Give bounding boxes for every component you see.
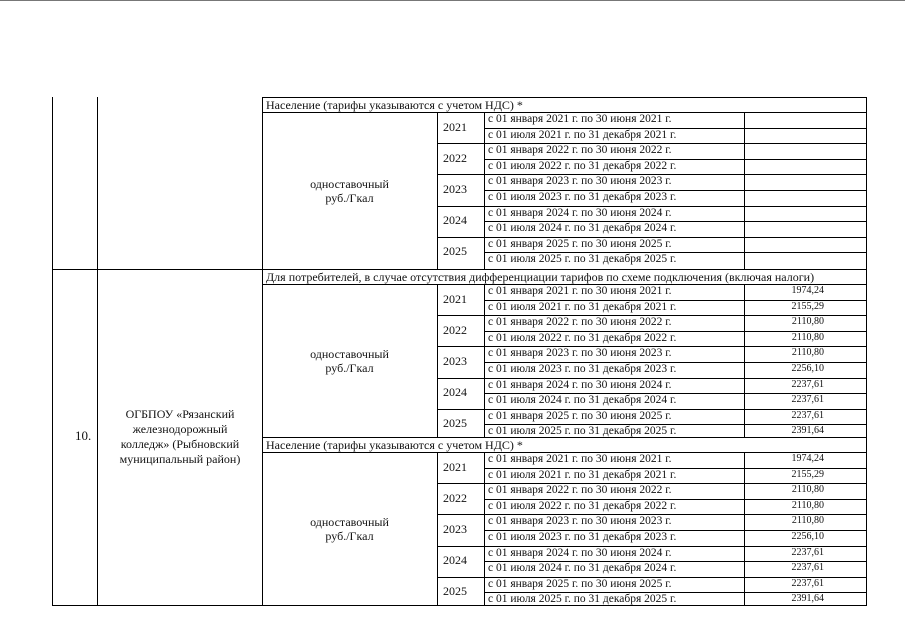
period-label: с 01 января 2022 г. по 30 июня 2022 г. [488, 316, 672, 329]
period-label: с 01 июля 2025 г. по 31 декабря 2025 г. [488, 593, 677, 606]
year-label: 2025 [443, 584, 467, 599]
period-label: с 01 июля 2021 г. по 31 декабря 2021 г. [488, 300, 677, 313]
period-label: с 01 июля 2024 г. по 31 декабря 2024 г. [488, 562, 677, 575]
period-label: с 01 января 2021 г. по 30 июня 2021 г. [488, 113, 672, 125]
section-header: Население (тарифы указываются с учетом НДС) * [266, 98, 523, 112]
tariff-value: 2110,80 [791, 316, 824, 328]
page-top-edge [0, 0, 905, 1]
tariff-value: 2237,61 [791, 409, 824, 421]
table-border-bottom [52, 605, 867, 606]
table-border-left [52, 97, 53, 605]
column-divider [484, 284, 485, 437]
column-divider [97, 97, 98, 605]
tariff-type: одноставочный [310, 346, 389, 361]
period-label: с 01 июля 2021 г. по 31 декабря 2021 г. [488, 128, 677, 141]
period-label: с 01 января 2023 г. по 30 июня 2023 г. [488, 347, 672, 360]
tariff-value: 2391,64 [791, 593, 824, 605]
tariff-value: 2110,80 [791, 331, 824, 343]
section-header: Для потребителей, в случае отсутствия дифференциации тарифов по схеме подключения (включая налоги) [266, 270, 815, 284]
period-label: с 01 января 2025 г. по 30 июня 2025 г. [488, 577, 672, 590]
period-label: с 01 января 2024 г. по 30 июня 2024 г. [488, 546, 672, 559]
period-label: с 01 января 2023 г. по 30 июня 2023 г. [488, 515, 672, 528]
period-label: с 01 января 2025 г. по 30 июня 2025 г. [488, 409, 672, 422]
period-label: с 01 июля 2022 г. по 31 декабря 2022 г. [488, 331, 677, 344]
organization-name: ОГБПОУ «Рязанский железнодорожный колледж» (Рыбновский муниципальный район) [119, 407, 241, 466]
year-label: 2022 [443, 322, 467, 337]
tariff-table [52, 97, 866, 605]
column-divider [484, 452, 485, 605]
tariff-value: 2237,61 [791, 378, 824, 390]
row-number: 10. [75, 428, 92, 443]
period-label: с 01 июля 2023 г. по 31 декабря 2023 г. [488, 531, 677, 543]
tariff-value: 2237,61 [791, 562, 824, 574]
period-label: с 01 июля 2024 г. по 31 декабря 2024 г. [488, 222, 677, 235]
period-label: с 01 июля 2025 г. по 31 декабря 2025 г. [488, 425, 677, 438]
tariff-value: 2110,80 [791, 347, 824, 359]
column-divider [437, 112, 438, 269]
section-header: Население (тарифы указываются с учетом НДС) * [266, 438, 523, 452]
tariff-unit: руб./Гкал [325, 360, 374, 375]
tariff-value: 2256,10 [791, 363, 824, 374]
year-label: 2025 [443, 244, 467, 259]
tariff-value: 1974,24 [791, 285, 824, 296]
tariff-value: 2110,80 [791, 499, 824, 511]
year-label: 2024 [443, 213, 467, 228]
tariff-value: 1974,24 [791, 453, 824, 464]
year-label: 2022 [443, 490, 467, 505]
year-label: 2021 [443, 459, 467, 474]
period-label: с 01 января 2021 г. по 30 июня 2021 г. [488, 453, 672, 465]
year-label: 2023 [443, 182, 467, 196]
year-label: 2023 [443, 354, 467, 368]
period-label: с 01 января 2024 г. по 30 июня 2024 г. [488, 378, 672, 391]
tariff-type: одноставочный [310, 514, 389, 529]
period-label: с 01 июля 2024 г. по 31 декабря 2024 г. [488, 394, 677, 407]
column-divider [437, 452, 438, 605]
period-label: с 01 июля 2023 г. по 31 декабря 2023 г. [488, 363, 677, 375]
period-label: с 01 июля 2025 г. по 31 декабря 2025 г. [488, 253, 677, 266]
period-label: с 01 июля 2021 г. по 31 декабря 2021 г. [488, 468, 677, 481]
period-label: с 01 июля 2023 г. по 31 декабря 2023 г. [488, 191, 677, 203]
period-label: с 01 января 2024 г. по 30 июня 2024 г. [488, 206, 672, 219]
tariff-value: 2110,80 [791, 515, 824, 527]
tariff-value: 2155,29 [791, 468, 824, 480]
tariff-value: 2110,80 [791, 484, 824, 496]
year-label: 2022 [443, 150, 467, 165]
year-label: 2024 [443, 553, 467, 568]
tariff-type: одноставочный [310, 176, 389, 191]
period-label: с 01 января 2021 г. по 30 июня 2021 г. [488, 285, 672, 297]
tariff-value: 2155,29 [791, 300, 824, 312]
tariff-value: 2237,61 [791, 394, 824, 406]
tariff-value: 2391,64 [791, 425, 824, 437]
year-label: 2021 [443, 291, 467, 306]
year-label: 2023 [443, 522, 467, 536]
tariff-unit: руб./Гкал [325, 190, 374, 205]
tariff-value: 2256,10 [791, 531, 824, 542]
period-label: с 01 января 2023 г. по 30 июня 2023 г. [488, 175, 672, 188]
period-label: с 01 июля 2022 г. по 31 декабря 2022 г. [488, 159, 677, 172]
tariff-value: 2237,61 [791, 577, 824, 589]
tariff-value: 2237,61 [791, 546, 824, 558]
year-label: 2021 [443, 119, 467, 134]
table-border-right [866, 97, 867, 605]
period-label: с 01 января 2022 г. по 30 июня 2022 г. [488, 484, 672, 497]
period-label: с 01 июля 2022 г. по 31 декабря 2022 г. [488, 499, 677, 512]
year-label: 2024 [443, 385, 467, 400]
column-divider [437, 284, 438, 437]
year-label: 2025 [443, 416, 467, 431]
period-label: с 01 января 2025 г. по 30 июня 2025 г. [488, 237, 672, 250]
period-label: с 01 января 2022 г. по 30 июня 2022 г. [488, 144, 672, 157]
tariff-unit: руб./Гкал [325, 528, 374, 543]
